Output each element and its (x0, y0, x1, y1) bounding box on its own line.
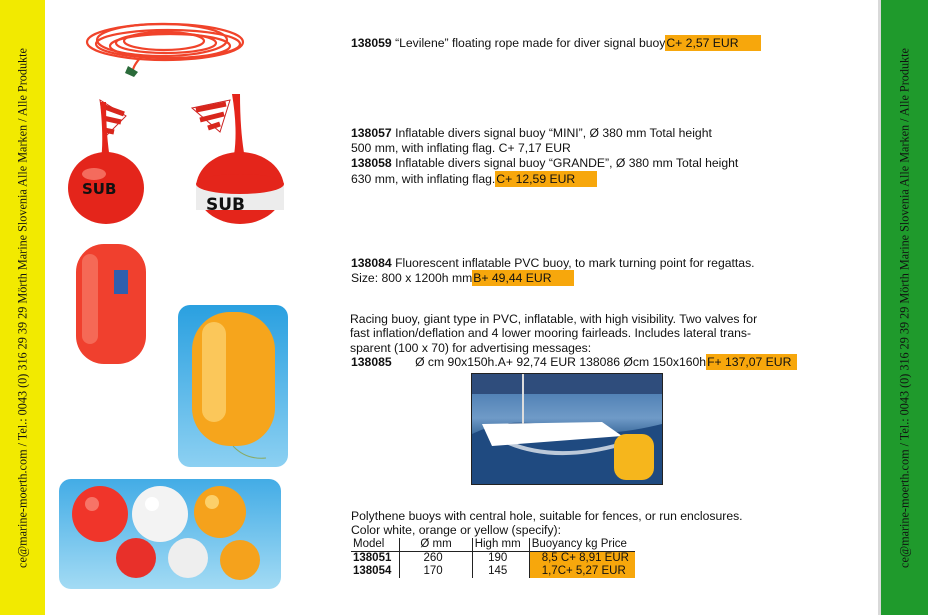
row1-diameter: 260 (400, 552, 472, 566)
fluor-description-line2: Size: 800 x 1200h mm (351, 271, 473, 285)
rope-price: C+ 2,57 EUR (665, 35, 760, 51)
right-sidebar-bar (881, 0, 928, 615)
fluor-description-line1: Fluorescent inflatable PVC buoy, to mark turning point for regattas. (395, 256, 755, 270)
grande-description-line1: Inflatable divers signal buoy “GRANDE”, Ø 380 mm Total height (395, 156, 739, 170)
fluor-price: B+ 49,44 EUR (472, 270, 573, 286)
racing-line3: sparent (100 x 70) for advertising messages: (350, 340, 592, 355)
col-model: Model (351, 538, 400, 552)
col-height: High mm (472, 538, 529, 552)
sub-buoy-grande-image (190, 92, 290, 228)
row1-model: 138051 (353, 552, 392, 564)
fluorescent-buoy-entry-line2 (351, 271, 574, 286)
polythene-description (351, 509, 791, 538)
polythene-spec-table (351, 538, 635, 578)
sub-label-left: SUB (82, 180, 117, 198)
polythene-line1: Polythene buoys with central hole, suitable for fences, or run enclosures. (351, 509, 743, 523)
mini-code: 138057 (351, 126, 392, 140)
sub-label-right: SUB (206, 195, 246, 215)
grande-description-line2: 630 mm, with inflating flag. (351, 172, 496, 186)
racing-description: Ø cm 90x150h.A+ 92,74 EUR 138086 Øcm 150x160h (415, 355, 707, 369)
row1-height: 190 (472, 552, 529, 566)
grande-buoy-entry (351, 156, 738, 171)
row2-model: 138054 (353, 565, 392, 577)
fluorescent-buoy-entry (351, 256, 755, 271)
floating-rope-image (80, 14, 255, 80)
racing-buoy-price-line (351, 355, 797, 370)
row2-price: 1,7C+ 5,27 EUR (529, 565, 635, 578)
grande-price: C+ 12,59 EUR (495, 171, 597, 187)
regatta-photo (471, 373, 663, 485)
rope-code: 138059 (351, 36, 392, 50)
grande-buoy-entry-line2 (351, 172, 597, 187)
mini-buoy-entry (351, 126, 712, 141)
table-row (351, 552, 635, 566)
left-sidebar-bar (0, 0, 45, 615)
col-diameter: Ø mm (400, 538, 472, 552)
fluor-code: 138084 (351, 256, 392, 270)
grande-code: 138058 (351, 156, 392, 170)
racing-line2: fast inflation/deflation and 4 lower mooring fairleads. Includes lateral trans- (350, 326, 752, 341)
row1-price: 8,5 C+ 8,91 EUR (529, 552, 635, 566)
racing-buoy-description (350, 312, 790, 355)
racing-price: F+ 137,07 EUR (706, 354, 797, 370)
racing-code: 138085 (351, 355, 392, 369)
mini-description-line2: 500 mm, with inflating flag. C+ 7,17 EUR (351, 141, 571, 155)
regatta-turning-buoy-image (74, 240, 148, 368)
row2-diameter: 170 (400, 565, 472, 578)
row2-height: 145 (472, 565, 529, 578)
polythene-buoys-image (62, 484, 280, 588)
racing-buoy-yellow-image (186, 310, 281, 465)
left-sidebar-contact-text: ce@marine-moerth.com / Tel.: 0043 (0) 316 29 39 29 Mörth Marine Slovenia Alle Marken / Alle Produkte (15, 47, 29, 568)
rope-entry (351, 36, 761, 51)
right-sidebar-contact-text: ce@marine-moerth.com / Tel.: 0043 (0) 316 29 39 29 Mörth Marine Slovenia Alle Marken / Alle Produkte (897, 47, 911, 568)
mini-buoy-entry-line2 (351, 141, 571, 156)
sub-buoy-mini-image (66, 98, 156, 228)
regatta-photo-scene (472, 374, 662, 484)
polythene-line2: Color white, orange or yellow (specify): (351, 523, 561, 538)
racing-line1: Racing buoy, giant type in PVC, inflatable, with high visibility. Two valves for (350, 312, 758, 326)
col-buoyancy-price: Buoyancy kg Price (529, 538, 635, 552)
table-row (351, 565, 635, 578)
mini-description-line1: Inflatable divers signal buoy “MINI”, Ø 380 mm Total height (395, 126, 712, 140)
rope-description: “Levilene” floating rope made for diver signal buoy (395, 36, 666, 50)
